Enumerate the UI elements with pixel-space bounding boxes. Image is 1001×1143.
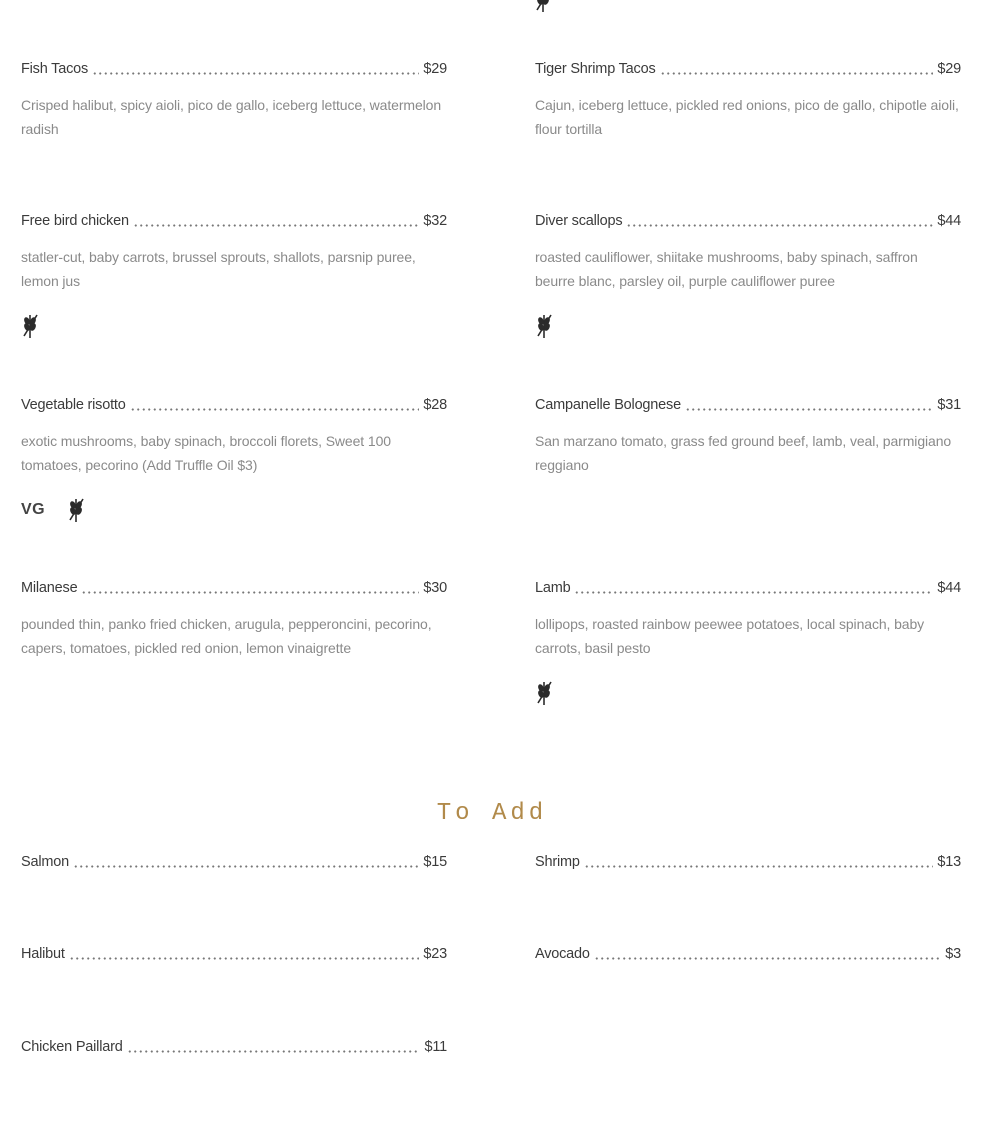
add-on-item	[21, 944, 447, 964]
dot-leader	[130, 398, 420, 411]
add-on-price: $3	[945, 946, 961, 962]
wheat-crossed-icon	[535, 312, 553, 340]
add-on-name: Shrimp	[535, 854, 580, 870]
dietary-tags	[535, 311, 961, 341]
dot-leader	[92, 62, 419, 75]
add-on-item	[21, 1037, 447, 1057]
item-price: $32	[423, 213, 447, 229]
dot-leader	[660, 62, 934, 75]
item-description: roasted cauliflower, shiitake mushrooms, baby spinach, saffron beurre blanc, parsley oil, purple cauliflower puree	[535, 249, 918, 289]
wheat-crossed-icon	[535, 679, 553, 707]
menu-item	[535, 211, 961, 341]
item-description: statler-cut, baby carrots, brussel sprouts, shallots, parsnip puree, lemon jus	[21, 249, 416, 289]
menu-item	[535, 578, 961, 708]
item-price: $30	[423, 580, 447, 596]
item-price: $29	[423, 61, 447, 77]
add-on-name: Chicken Paillard	[21, 1039, 123, 1055]
item-name: Vegetable risotto	[21, 397, 126, 413]
item-description: Crisped halibut, spicy aioli, pico de gallo, iceberg lettuce, watermelon radish	[21, 97, 442, 137]
menu-item	[535, 395, 961, 477]
item-description: lollipops, roasted rainbow peewee potatoes, local spinach, baby carrots, basil pesto	[535, 616, 925, 656]
menu-item	[21, 578, 447, 660]
item-name: Campanelle Bolognese	[535, 397, 681, 413]
item-name: Tiger Shrimp Tacos	[535, 61, 656, 77]
item-name: Fish Tacos	[21, 61, 89, 77]
add-on-price: $11	[424, 1039, 447, 1055]
add-on-name: Avocado	[535, 946, 590, 962]
item-name: Lamb	[535, 580, 571, 596]
dot-leader	[69, 947, 420, 960]
item-price: $31	[937, 397, 961, 413]
item-name: Free bird chicken	[21, 213, 129, 229]
dot-leader	[574, 581, 933, 594]
add-on-price: $15	[423, 854, 447, 870]
item-name: Diver scallops	[535, 213, 623, 229]
dot-leader	[584, 855, 934, 868]
add-on-name: Salmon	[21, 854, 69, 870]
dot-leader	[626, 214, 933, 227]
item-name: Milanese	[21, 580, 78, 596]
item-description: San marzano tomato, grass fed ground beef, lamb, veal, parmigiano reggiano	[535, 433, 952, 473]
dot-leader	[594, 947, 941, 960]
dot-leader	[127, 1040, 421, 1053]
add-on-name: Halibut	[21, 946, 65, 962]
item-price: $28	[423, 397, 447, 413]
menu-item	[21, 395, 447, 525]
dot-leader	[81, 581, 419, 594]
dot-leader	[133, 214, 420, 227]
wheat-crossed-icon	[67, 496, 85, 524]
dot-leader	[685, 398, 933, 411]
add-on-item	[535, 944, 961, 964]
wheat-crossed-icon	[21, 312, 39, 340]
item-price: $44	[937, 213, 961, 229]
item-description: pounded thin, panko fried chicken, arugula, pepperoncini, pecorino, capers, tomatoes, pickled red onion, lemon vinaigrette	[21, 616, 432, 656]
section-title-to-add: To Add	[436, 800, 548, 827]
item-description: exotic mushrooms, baby spinach, broccoli florets, Sweet 100 tomatoes, pecorino (Add Truffle Oil $3)	[21, 433, 391, 473]
dot-leader	[73, 855, 419, 868]
wheat-crossed-icon	[534, 0, 552, 14]
menu-item	[21, 211, 447, 341]
menu-item	[535, 59, 961, 141]
dietary-tags	[21, 495, 447, 525]
menu-item	[21, 59, 447, 141]
dietary-tags	[21, 311, 447, 341]
dietary-tags	[535, 678, 961, 708]
item-price: $29	[937, 61, 961, 77]
add-on-item	[535, 852, 961, 872]
add-on-price: $13	[937, 854, 961, 870]
add-on-price: $23	[423, 946, 447, 962]
add-on-item	[21, 852, 447, 872]
vegan-badge: VG	[21, 501, 46, 518]
item-price: $44	[937, 580, 961, 596]
item-description: Cajun, iceberg lettuce, pickled red onions, pico de gallo, chipotle aioli, flour tortilla	[535, 97, 959, 137]
